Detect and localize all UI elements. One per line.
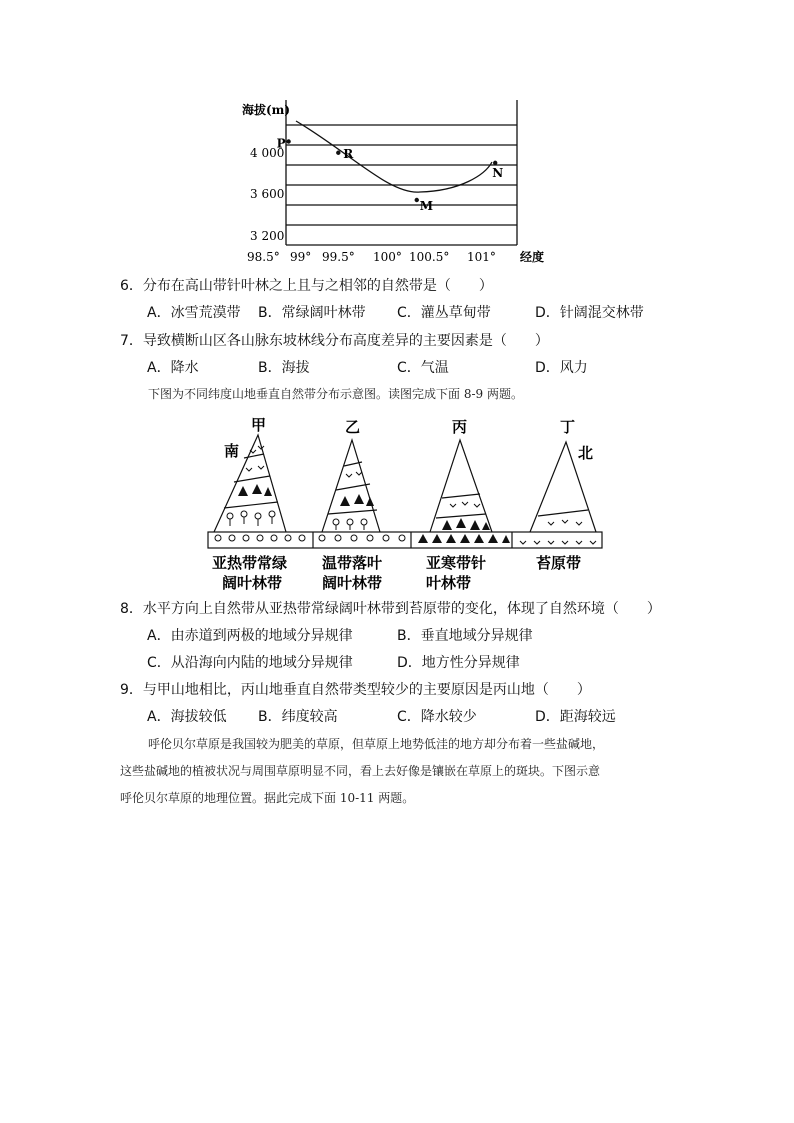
q8-option-b[interactable]: B．垂直地域分异规律 [397,628,533,644]
question-8-stem: 8．水平方向上自然带从亚热带常绿阔叶林带到苔原带的变化，体现了自然环境（ ） [120,601,661,617]
legend-subtropical-line1: 亚热带常绿 [212,554,288,572]
x-tick-99: 99° [290,250,312,264]
altitude-longitude-chart [230,95,560,265]
point-p [286,139,290,143]
q8-option-d[interactable]: D．地方性分异规律 [397,655,520,671]
q7-option-a[interactable]: A．降水 [147,360,199,376]
question-6-stem: 6．分布在高山带针叶林之上且与之相邻的自然带是（ ） [120,278,493,294]
point-n [493,161,497,165]
x-axis-label: 经度 [520,250,545,264]
x-tick-100: 100° [373,250,402,264]
q8-option-a[interactable]: A．由赤道到两极的地域分异规律 [147,628,353,644]
intro-10-11-line3: 呼伦贝尔草原的地理位置。据此完成下面 10-11 两题。 [120,791,415,805]
intro-10-11-line2: 这些盐碱地的植被状况与周围草原明显不同，看上去好像是镶嵌在草原上的斑块。下图示意 [120,764,601,778]
y-tick-3200: 3 200 [250,229,285,243]
legend-tundra: 苔原带 [536,554,582,572]
legend-subtropical-line2: 阔叶林带 [222,574,283,592]
legend-subarctic-line2: 叶林带 [426,574,472,592]
point-r [336,151,340,155]
q6-option-b[interactable]: B．常绿阔叶林带 [258,305,366,321]
y-tick-3600: 3 600 [250,187,285,201]
mountain-bing-label: 丙 [452,418,468,436]
x-tick-100-5: 100.5° [409,250,450,264]
point-label-p: P [276,136,286,151]
q6-option-a[interactable]: A．冰雪荒漠带 [147,305,241,321]
mountain-ding-label: 丁 [560,418,576,436]
legend-subarctic-line1: 亚寒带针 [426,554,487,572]
x-tick-99-5: 99.5° [322,250,355,264]
point-label-r: R [343,146,354,161]
x-tick-98-5: 98.5° [247,250,280,264]
treeline-curve [296,121,492,192]
mountain-jia-label: 甲 [251,416,267,434]
intro-10-11-line1: 呼伦贝尔草原是我国较为肥美的草原，但草原上地势低洼的地方却分布着一些盐碱地， [148,737,605,751]
legend-temperate-line2: 阔叶林带 [322,574,383,592]
mountain-yi-label: 乙 [345,418,361,436]
q8-option-c[interactable]: C．从沿海向内陆的地域分异规律 [147,655,353,671]
y-tick-4000: 4 000 [250,146,285,160]
x-tick-101: 101° [467,250,496,264]
q7-option-d[interactable]: D．风力 [535,360,588,376]
q9-option-c[interactable]: C．降水较少 [397,709,477,725]
q9-option-d[interactable]: D．距海较远 [535,709,616,725]
point-m [415,198,419,202]
q6-option-d[interactable]: D．针阔混交林带 [535,305,644,321]
point-label-n: N [492,165,504,180]
vertical-zones-diagram [200,410,610,595]
north-label: 北 [578,444,594,462]
legend-temperate-line1: 温带落叶 [322,554,383,572]
question-9-stem: 9．与甲山地相比，丙山地垂直自然带类型较少的主要原因是丙山地（ ） [120,682,591,698]
y-axis-label: 海拔(m) [242,103,291,117]
intro-8-9: 下图为不同纬度山地垂直自然带分布示意图。读图完成下面 8-9 两题。 [148,387,523,401]
question-7-stem: 7．导致横断山区各山脉东坡林线分布高度差异的主要因素是（ ） [120,333,549,349]
q7-option-b[interactable]: B．海拔 [258,360,310,376]
q6-option-c[interactable]: C．灌丛草甸带 [397,305,491,321]
point-label-m: M [419,199,434,213]
south-label: 南 [224,442,240,460]
q7-option-c[interactable]: C．气温 [397,360,449,376]
q9-option-b[interactable]: B．纬度较高 [258,709,338,725]
q9-option-a[interactable]: A．海拔较低 [147,709,227,725]
